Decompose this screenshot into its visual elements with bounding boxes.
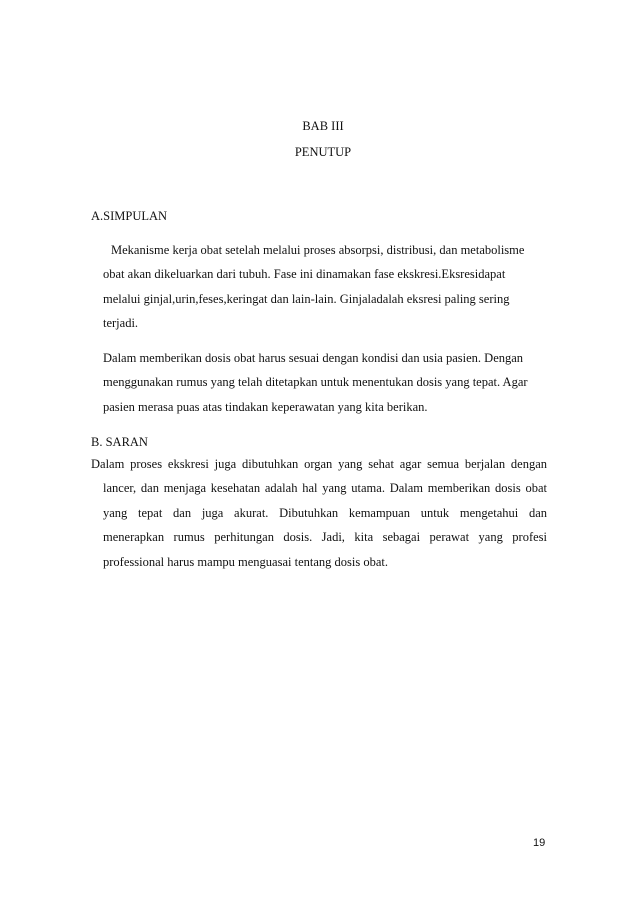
paragraph-line: lancer, dan menjaga kesehatan adalah hal yang utama. Dalam memberikan dosis obat <box>103 481 547 496</box>
paragraph-line: menerapkan rumus perhitungan dosis. Jadi, kita sebagai perawat yang profesi <box>103 530 547 545</box>
paragraph-simpulan-2 <box>103 346 547 419</box>
section-heading-simpulan: A.SIMPULAN <box>91 209 168 223</box>
paragraph-line: yang tepat dan juga akurat. Dibutuhkan kemampuan untuk mengetahui dan <box>103 505 547 520</box>
paragraph-simpulan-1 <box>103 238 547 336</box>
paragraph-line: menggunakan rumus yang telah ditetapkan untuk menentukan dosis yang tepat. Agar <box>103 375 528 390</box>
paragraph-line: Dalam proses ekskresi juga dibutuhkan organ yang sehat agar semua berjalan dengan <box>91 457 547 471</box>
chapter-title: PENUTUP <box>294 145 352 159</box>
paragraph-line: professional harus mampu menguasai tentang dosis obat. <box>103 554 389 569</box>
paragraph-line: pasien merasa puas atas tindakan keperawatan yang kita berikan. <box>103 399 428 414</box>
paragraph-line: terjadi. <box>103 316 139 331</box>
section-heading-saran: B. SARAN <box>91 435 148 449</box>
paragraph-saran-1 <box>91 452 547 574</box>
paragraph-line: Mekanisme kerja obat setelah melalui proses absorpsi, distribusi, dan metabolisme <box>111 243 525 257</box>
paragraph-line: obat akan dikeluarkan dari tubuh. Fase ini dinamakan fase ekskresi.Eksresidapat <box>103 267 506 282</box>
paragraph-line: melalui ginjal,urin,feses,keringat dan lain-lain. Ginjaladalah eksresi paling sering <box>103 291 510 306</box>
paragraph-line: Dalam memberikan dosis obat harus sesuai dengan kondisi dan usia pasien. Dengan <box>103 351 524 365</box>
page-number: 19 <box>533 837 546 849</box>
chapter-number: BAB III <box>302 119 344 133</box>
